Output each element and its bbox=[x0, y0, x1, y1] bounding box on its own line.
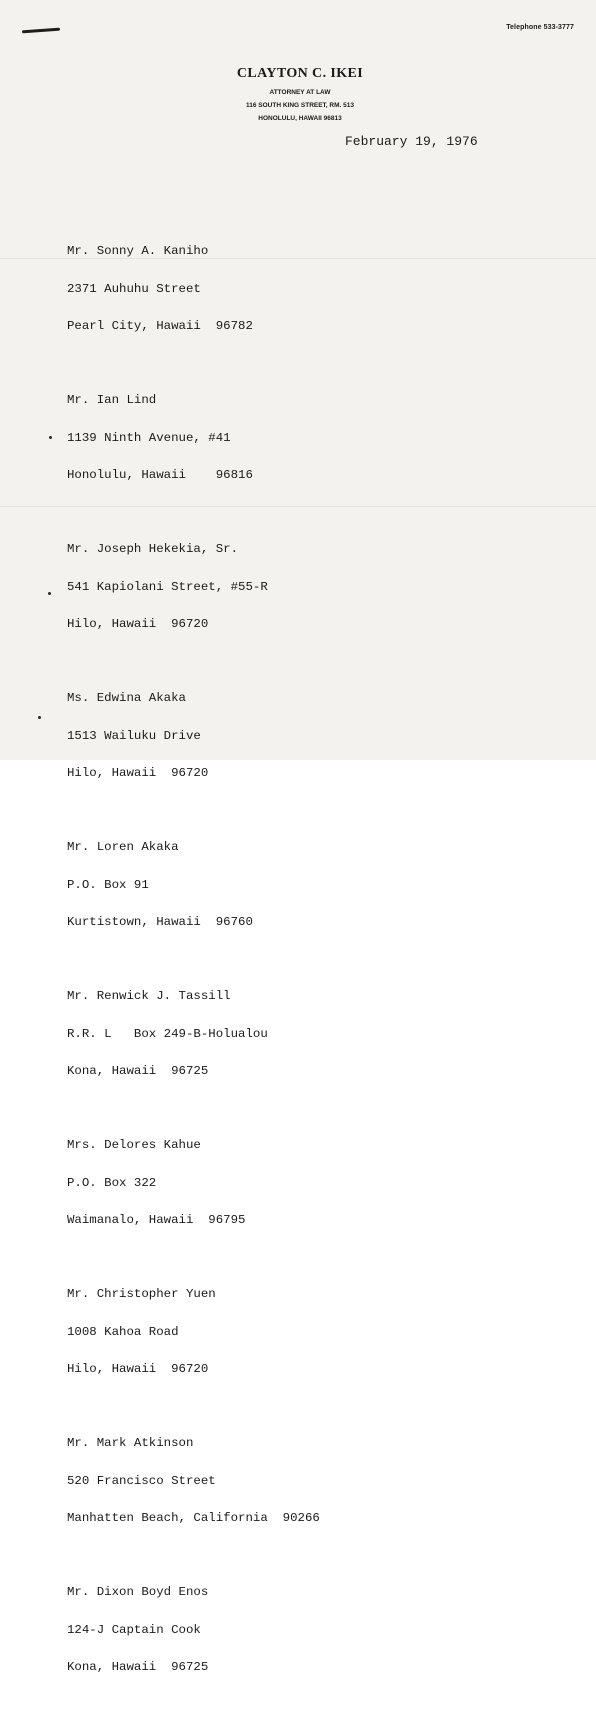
address-block bbox=[67, 1412, 320, 1550]
address-block bbox=[67, 816, 320, 954]
recipient-city: Hilo, Hawaii 96720 bbox=[67, 1362, 209, 1376]
recipient-city: Kona, Hawaii 96725 bbox=[67, 1064, 209, 1078]
recipient-city: Hilo, Hawaii 96720 bbox=[67, 617, 209, 631]
recipient-name: Mr. Loren Akaka bbox=[67, 840, 179, 854]
address-block bbox=[67, 220, 320, 358]
recipient-street: 520 Francisco Street bbox=[67, 1473, 216, 1488]
paper-speck bbox=[38, 716, 41, 719]
recipient-name: Mr. Joseph Hekekia, Sr. bbox=[67, 542, 239, 556]
recipient-street: 541 Kapiolani Street, #55-R bbox=[67, 579, 268, 594]
address-block bbox=[67, 1114, 320, 1252]
recipient-name: Mrs. Delores Kahue bbox=[67, 1138, 201, 1152]
letterhead bbox=[200, 66, 400, 125]
recipient-city: Honolulu, Hawaii 96816 bbox=[67, 468, 253, 482]
letterhead-street: 116 SOUTH KING STREET, RM. 513 bbox=[245, 102, 354, 109]
recipient-street: P.O. Box 91 bbox=[67, 877, 149, 892]
recipient-street: 2371 Auhuhu Street bbox=[67, 281, 201, 296]
address-list bbox=[67, 220, 320, 1710]
recipient-name: Mr. Renwick J. Tassill bbox=[67, 989, 231, 1003]
recipient-street: 124-J Captain Cook bbox=[67, 1622, 201, 1637]
recipient-street: R.R. L Box 249-B-Holualou bbox=[67, 1026, 268, 1041]
letterhead-city: HONOLULU, HAWAII 96813 bbox=[258, 115, 342, 122]
recipient-name: Ms. Edwina Akaka bbox=[67, 691, 186, 705]
recipient-name: Mr. Christopher Yuen bbox=[67, 1287, 216, 1301]
letterhead-telephone: Telephone 533-3777 bbox=[506, 24, 574, 31]
recipient-name: Mr. Sonny A. Kaniho bbox=[67, 244, 209, 258]
paper-speck bbox=[48, 592, 51, 595]
address-block bbox=[67, 1561, 320, 1699]
address-block bbox=[67, 369, 320, 507]
recipient-name: Mr. Ian Lind bbox=[67, 393, 157, 407]
recipient-street: P.O. Box 322 bbox=[67, 1175, 157, 1190]
address-block bbox=[67, 1263, 320, 1401]
recipient-city: Kona, Hawaii 96725 bbox=[67, 1660, 209, 1674]
letterhead-title: ATTORNEY AT LAW bbox=[269, 89, 331, 96]
letter-date: February 19, 1976 bbox=[345, 134, 478, 149]
paper-speck bbox=[49, 436, 52, 439]
recipient-city: Manhatten Beach, California 90266 bbox=[67, 1511, 320, 1525]
recipient-city: Kurtistown, Hawaii 96760 bbox=[67, 915, 253, 929]
address-block bbox=[67, 667, 320, 805]
recipient-city: Waimanalo, Hawaii 96795 bbox=[67, 1213, 246, 1227]
address-block bbox=[67, 518, 320, 656]
address-block bbox=[67, 965, 320, 1103]
recipient-city: Hilo, Hawaii 96720 bbox=[67, 766, 209, 780]
recipient-city: Pearl City, Hawaii 96782 bbox=[67, 319, 253, 333]
recipient-street: 1008 Kahoa Road bbox=[67, 1324, 179, 1339]
recipient-name: Mr. Dixon Boyd Enos bbox=[67, 1585, 209, 1599]
recipient-street: 1513 Wailuku Drive bbox=[67, 728, 201, 743]
letterhead-name: CLAYTON C. IKEI bbox=[236, 66, 364, 81]
recipient-street: 1139 Ninth Avenue, #41 bbox=[67, 430, 231, 445]
recipient-name: Mr. Mark Atkinson bbox=[67, 1436, 194, 1450]
pen-mark bbox=[22, 28, 60, 34]
